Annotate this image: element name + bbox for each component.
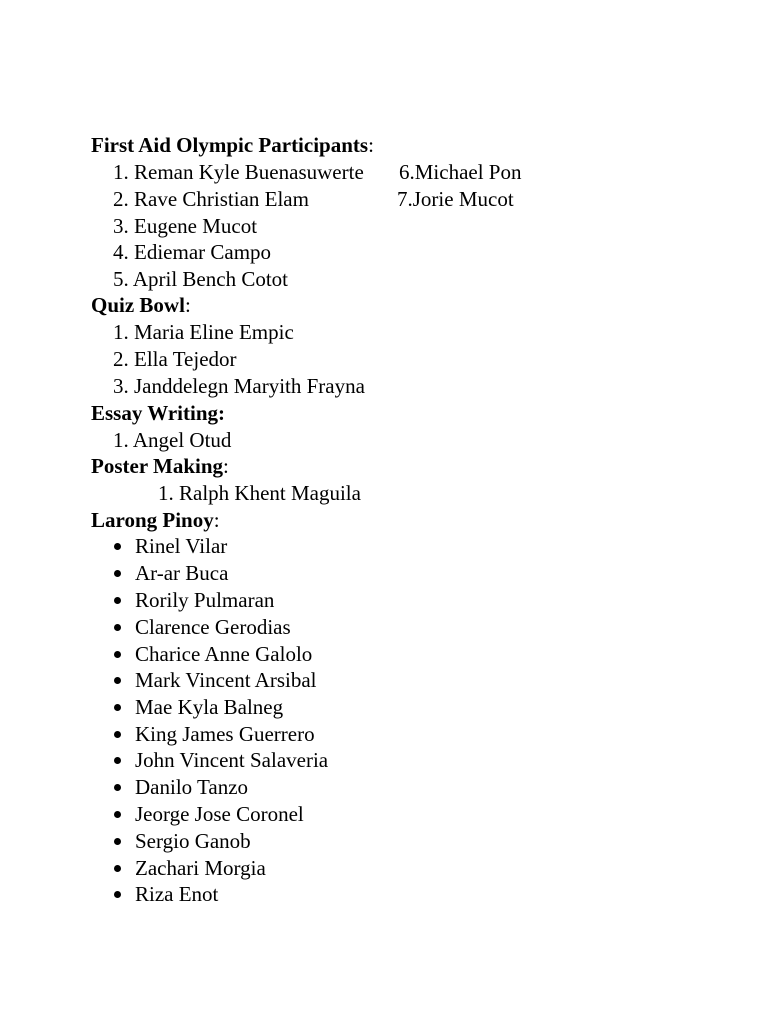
- bullet-item: [114, 828, 251, 855]
- heading-quiz-bowl-colon: :: [184, 293, 191, 317]
- bullet-item: [114, 881, 218, 908]
- heading-first-aid-title: First Aid Olympic Participants: [91, 133, 369, 157]
- bullet-icon: [114, 838, 121, 845]
- list-item-col2: 7.Jorie Mucot: [397, 187, 514, 211]
- heading-larong-pinoy-title: Larong Pinoy: [91, 508, 214, 532]
- bullet-icon: [114, 543, 121, 550]
- bullet-item: [114, 747, 328, 774]
- list-item-col2: 6.Michael Pon: [399, 160, 522, 184]
- bullet-item-text: Charice Anne Galolo: [135, 642, 313, 666]
- bullet-item-text: Rinel Vilar: [135, 534, 228, 558]
- bullet-item: [114, 694, 283, 721]
- bullet-item: [114, 855, 266, 882]
- heading-larong-pinoy-colon: :: [213, 508, 220, 532]
- bullet-icon: [114, 597, 121, 604]
- list-item-text: 1. Maria Eline Empic: [113, 320, 294, 344]
- list-item: [113, 239, 271, 266]
- list-item: [113, 346, 237, 373]
- list-item-text: 2. Rave Christian Elam: [113, 187, 309, 211]
- bullet-icon: [114, 731, 121, 738]
- list-item: [113, 373, 365, 400]
- bullet-icon: [114, 891, 121, 898]
- heading-essay-writing: [91, 400, 225, 427]
- bullet-item-text: Mae Kyla Balneg: [135, 695, 284, 719]
- list-item-text: 1. Ralph Khent Maguila: [158, 481, 361, 505]
- heading-poster-making: [91, 453, 229, 480]
- list-item: [158, 480, 361, 507]
- bullet-icon: [114, 570, 121, 577]
- list-item: [113, 427, 231, 454]
- list-item: [113, 213, 257, 240]
- bullet-item-text: Jeorge Jose Coronel: [135, 802, 304, 826]
- list-item-text: 1. Angel Otud: [113, 428, 232, 452]
- list-item-text: 3. Eugene Mucot: [113, 214, 258, 238]
- bullet-icon: [114, 624, 121, 631]
- bullet-item: [114, 801, 304, 828]
- bullet-icon: [114, 704, 121, 711]
- bullet-item-text: John Vincent Salaveria: [135, 748, 329, 772]
- bullet-item-text: Danilo Tanzo: [135, 775, 249, 799]
- heading-essay-writing-title: Essay Writing:: [91, 401, 225, 425]
- bullet-item: [114, 614, 291, 641]
- bullet-icon: [114, 865, 121, 872]
- bullet-item: [114, 667, 316, 694]
- bullet-item: [114, 560, 228, 587]
- heading-quiz-bowl-title: Quiz Bowl: [91, 293, 185, 317]
- bullet-icon: [114, 651, 121, 658]
- bullet-item: [114, 774, 248, 801]
- list-item: [113, 266, 288, 293]
- bullet-item: [114, 721, 315, 748]
- bullet-icon: [114, 757, 121, 764]
- list-item-text: 5. April Bench Cotot: [113, 267, 288, 291]
- bullet-item-text: Zachari Morgia: [135, 856, 266, 880]
- list-item-text: 2. Ella Tejedor: [113, 347, 237, 371]
- bullet-icon: [114, 677, 121, 684]
- list-item: [113, 319, 294, 346]
- bullet-item-text: Riza Enot: [135, 882, 219, 906]
- bullet-item: [114, 641, 312, 668]
- bullet-item-text: Sergio Ganob: [135, 829, 251, 853]
- list-item-text: 3. Janddelegn Maryith Frayna: [113, 374, 365, 398]
- heading-poster-making-colon: :: [223, 454, 229, 478]
- heading-first-aid-colon: :: [368, 133, 374, 157]
- list-item-text: 1. Reman Kyle Buenasuwerte: [113, 160, 364, 184]
- bullet-item: [114, 587, 274, 614]
- heading-poster-making-title: Poster Making: [91, 454, 224, 478]
- heading-first-aid: [91, 132, 374, 159]
- bullet-item-text: Rorily Pulmaran: [135, 588, 275, 612]
- bullet-icon: [114, 811, 121, 818]
- bullet-item-text: King James Guerrero: [135, 722, 315, 746]
- list-item: [113, 159, 364, 186]
- bullet-item: [114, 533, 227, 560]
- list-item-text: 4. Ediemar Campo: [113, 240, 272, 264]
- bullet-icon: [114, 784, 121, 791]
- heading-quiz-bowl: [91, 292, 191, 319]
- bullet-item-text: Clarence Gerodias: [135, 615, 291, 639]
- heading-larong-pinoy: [91, 507, 220, 534]
- list-item: [113, 186, 309, 213]
- bullet-item-text: Mark Vincent Arsibal: [135, 668, 317, 692]
- bullet-item-text: Ar-ar Buca: [135, 561, 229, 585]
